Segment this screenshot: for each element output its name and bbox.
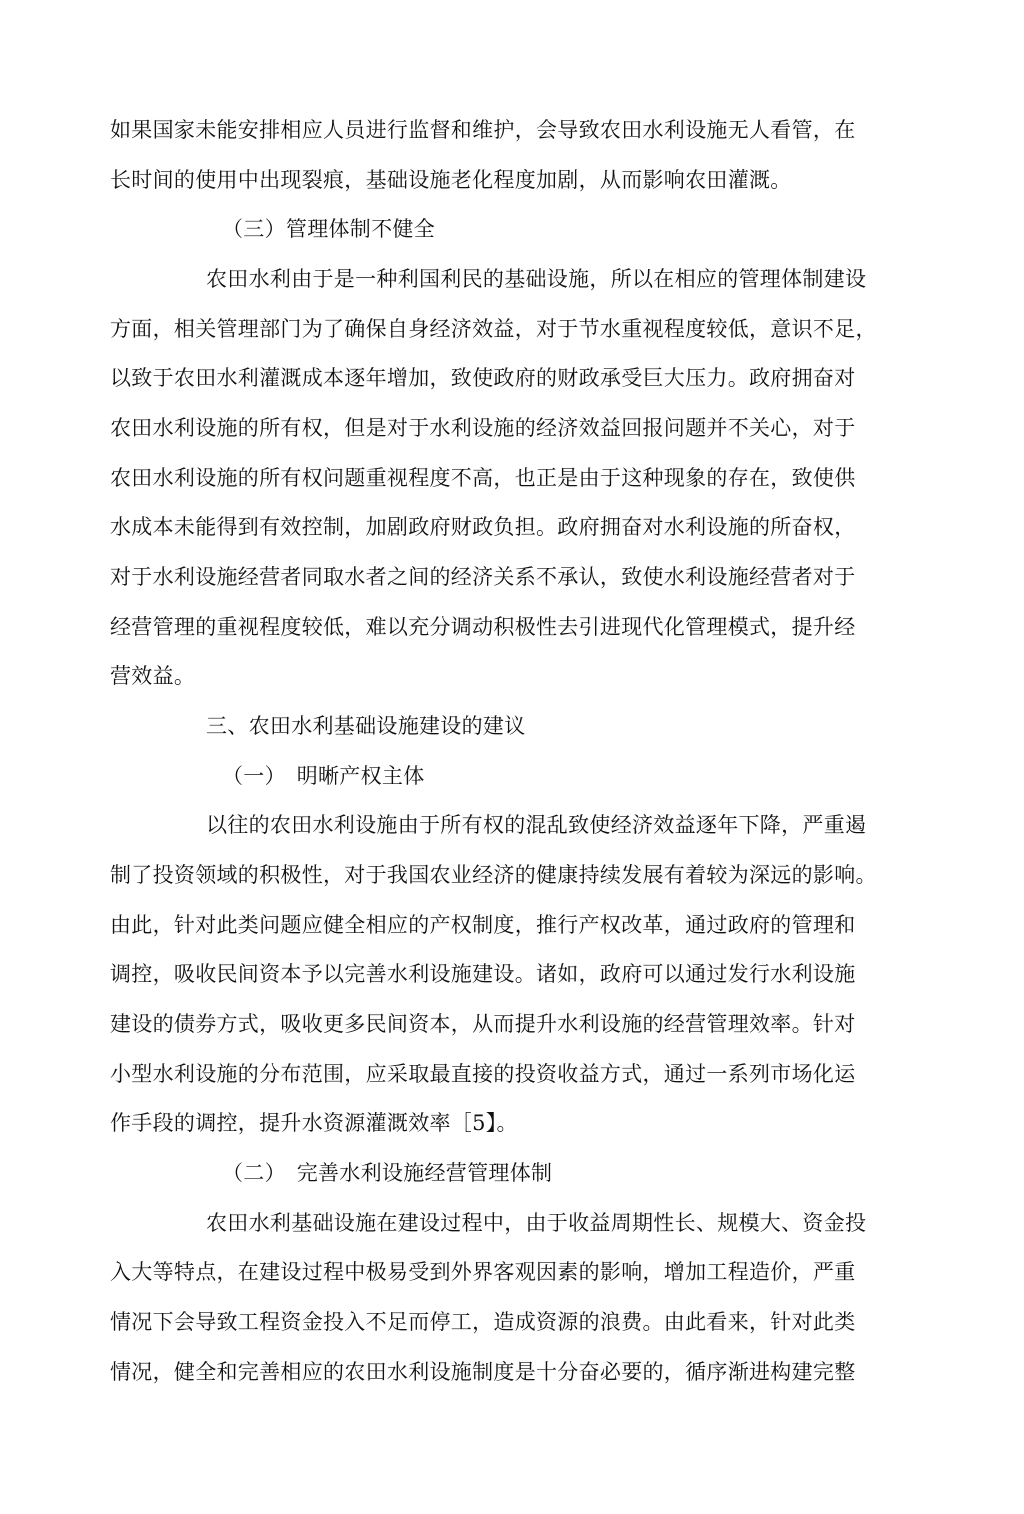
body-text-line: 入大等特点，在建设过程中极易受到外界客观因素的影响，增加工程造价，严重	[110, 1260, 856, 1284]
body-text-line: 经营管理的重视程度较低，难以充分调动积极性去引进现代化管理模式，提升经	[110, 615, 856, 639]
body-text-line: 情况，健全和完善相应的农田水利设施制度是十分奋必要的，循序渐进构建完整	[110, 1360, 856, 1384]
body-text-line: 对于水利设施经营者同取水者之间的经济关系不承认，致使水利设施经营者对于	[110, 565, 856, 589]
body-text-line: 建设的债券方式，吸收更多民间资本，从而提升水利设施的经营管理效率。针对	[110, 1012, 856, 1036]
body-text-line: 农田水利基础设施在建设过程中，由于收益周期性长、规模大、资金投	[206, 1211, 867, 1235]
body-text-line: 以往的农田水利设施由于所有权的混乱致使经济效益逐年下降，严重遏	[206, 813, 867, 837]
body-text-line: 水成本未能得到有效控制，加剧政府财政负担。政府拥奋对水利设施的所奋权，	[110, 515, 856, 539]
body-text-line: 如果国家未能安排相应人员进行监督和维护，会导致农田水利设施无人看管，在	[110, 118, 856, 142]
body-text-line: 营效益。	[110, 664, 196, 688]
body-text-line: 制了投资领域的积极性，对于我国农业经济的健康持续发展有着较为深远的影响。	[110, 863, 877, 887]
body-text-line: 农田水利设施的所有权，但是对于水利设施的经济效益回报问题并不关心，对于	[110, 416, 856, 440]
body-text-line: 农田水利设施的所有权问题重视程度不高，也正是由于这种现象的存在，致使供	[110, 466, 856, 490]
body-text-line: 农田水利由于是一种利国利民的基础设施，所以在相应的管理体制建设	[206, 267, 867, 291]
body-text-line: 由此，针对此类问题应健全相应的产权制度，推行产权改革，通过政府的管理和	[110, 913, 856, 937]
body-text-line: 小型水利设施的分布范围，应采取最直接的投资收益方式，通过一系列市场化运	[110, 1062, 856, 1086]
subsection-heading: （三）管理体制不健全	[222, 217, 435, 241]
body-text-line: 以致于农田水利灌溉成本逐年增加，致使政府的财政承受巨大压力。政府拥奋对	[110, 366, 856, 390]
body-text-line: 长时间的使用中出现裂痕，基础设施老化程度加剧，从而影响农田灌溉。	[110, 168, 792, 192]
body-text-line: 情况下会导致工程资金投入不足而停工，造成资源的浪费。由此看来，针对此类	[110, 1310, 856, 1334]
body-text-line: 作手段的调控，提升水资源灌溉效率［5】。	[110, 1111, 518, 1135]
section-heading: 三、农田水利基础设施建设的建议	[206, 714, 526, 738]
subsection-heading: （一） 明晰产权主体	[222, 764, 425, 788]
subsection-heading: （二） 完善水利设施经营管理体制	[222, 1161, 553, 1185]
body-text-line: 调控，吸收民间资本予以完善水利设施建设。诸如，政府可以通过发行水利设施	[110, 962, 856, 986]
body-text-line: 方面，相关管理部门为了确保自身经济效益，对于节水重视程度较低，意识不足，	[110, 317, 877, 341]
